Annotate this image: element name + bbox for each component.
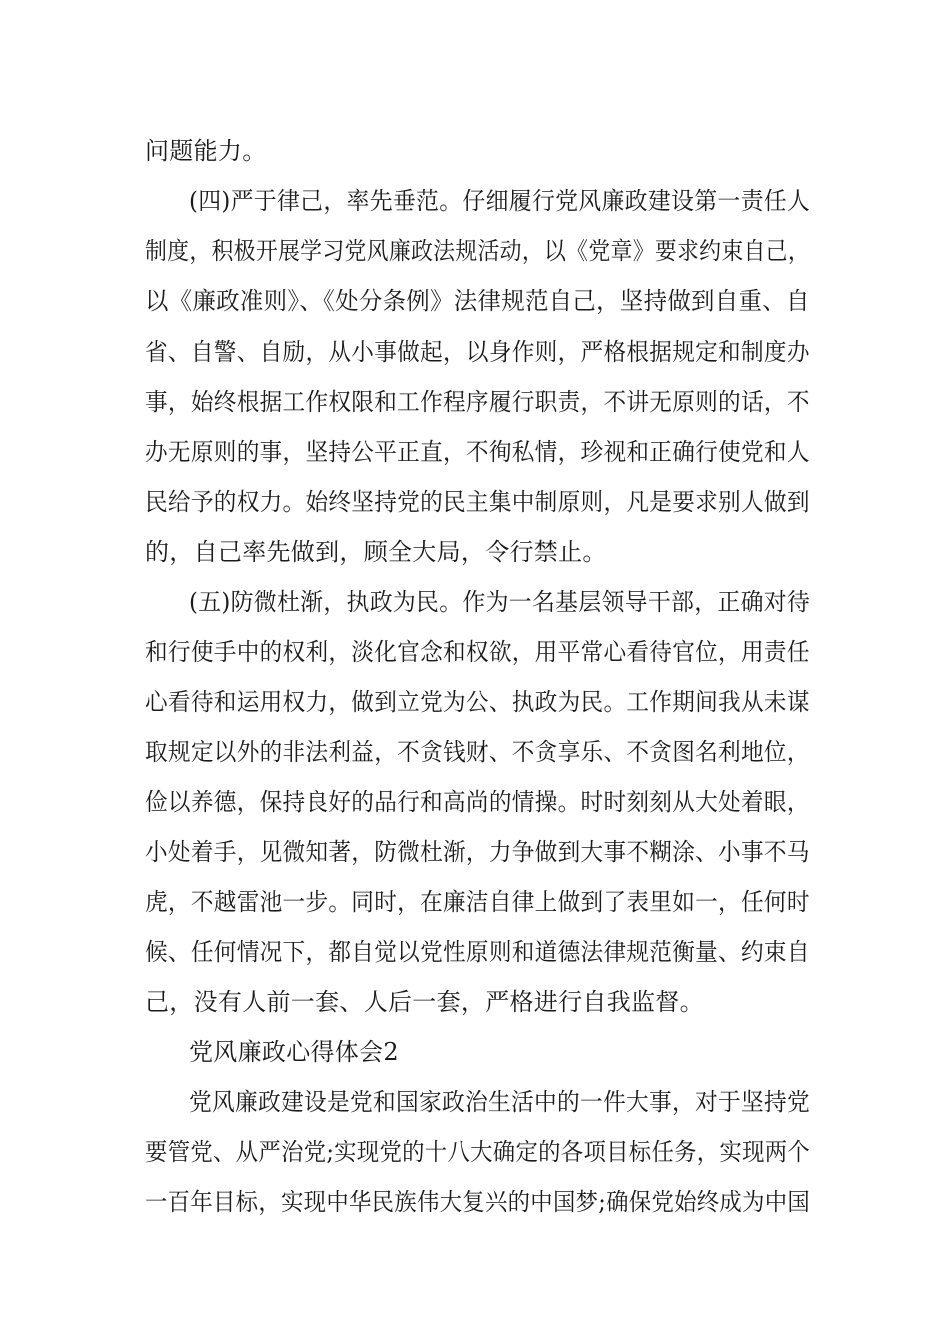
- text-line: 己，没有人前一套、人后一套，严格进行自我监督。: [145, 988, 704, 1016]
- text-line: 小处着手，见微知著，防微杜渐，力争做到大事不糊涂、小事不马: [145, 838, 810, 866]
- text-line: 的，自己率先做到，顾全大局，令行禁止。: [145, 538, 607, 566]
- text-line: 办无原则的事，坚持公平正直，不徇私情，珍视和正确行使党和人: [145, 438, 810, 466]
- text-line: 取规定以外的非法利益，不贪钱财、不贪享乐、不贪图名利地位，: [145, 738, 810, 766]
- text-line: 一百年目标，实现中华民族伟大复兴的中国梦;确保党始终成为中国: [145, 1188, 811, 1216]
- text-line: 民给予的权力。始终坚持党的民主集中制原则，凡是要求别人做到: [145, 488, 810, 516]
- text-line: 事，始终根据工作权限和工作程序履行职责，不讲无原则的话，不: [145, 388, 810, 416]
- text-line: 制度，积极开展学习党风廉政法规活动，以《党章》要求约束自己，: [145, 237, 810, 265]
- text-line: (五)防微杜渐，执政为民。作为一名基层领导干部，正确对待: [189, 588, 811, 616]
- text-line: 省、自警、自励，从小事做起，以身作则，严格根据规定和制度办: [145, 338, 810, 366]
- text-line: 和行使手中的权利，淡化官念和权欲，用平常心看待官位，用责任: [145, 638, 810, 666]
- text-line: 虎，不越雷池一步。同时，在廉洁自律上做到了表里如一，任何时: [145, 888, 810, 916]
- section-heading: 党风廉政心得体会2: [189, 1038, 399, 1066]
- text-line: 俭以养德，保持良好的品行和高尚的情操。时时刻刻从大处着眼，: [145, 788, 810, 816]
- text-line: (四)严于律己，率先垂范。仔细履行党风廉政建设第一责任人: [189, 187, 811, 215]
- text-line: 心看待和运用权力，做到立党为公、执政为民。工作期间我从未谋: [145, 688, 810, 716]
- text-line: 要管党、从严治党;实现党的十八大确定的各项目标任务，实现两个: [145, 1138, 811, 1166]
- text-line: 候、任何情况下，都自觉以党性原则和道德法律规范衡量、约束自: [145, 938, 810, 966]
- text-line: 问题能力。: [145, 137, 267, 165]
- text-line: 党风廉政建设是党和国家政治生活中的一件大事，对于坚持党: [189, 1088, 811, 1116]
- text-line: 以《廉政准则》、《处分条例》法律规范自己，坚持做到自重、自: [145, 287, 810, 315]
